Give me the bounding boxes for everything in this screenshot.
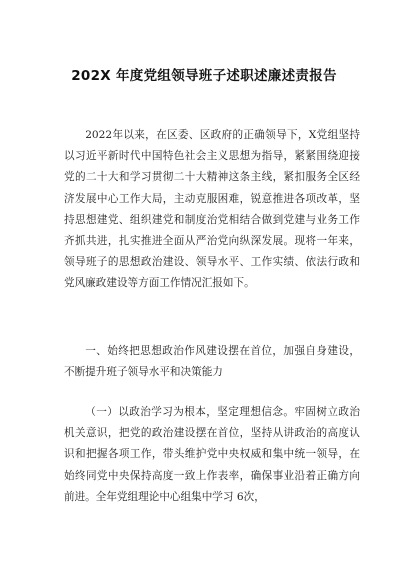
- document-title: 202X 年度党组领导班子述职述廉述责报告: [71, 68, 337, 84]
- section-heading: 一、始终把思想政治作风建设摆在首位，加强自身建设，不断提升班子领导水平和决策能力: [64, 345, 360, 379]
- subsection-paragraph: （一）以政治学习为根本，坚定理想信念。牢固树立政治机关意识，把党的政治建设摆在首位，坚持从讲政治的高度认识和把握各项工作，带头维护党中央权威和集中统一领导，在始终同党中央保持高度一致上作表率，确保事业沿着正确方向前进。全年党组理论中心组集中学习 6次，: [64, 406, 360, 503]
- intro-paragraph: 2022年以来，在区委、区政府的正确领导下，X党组坚持以习近平新时代中国特色社会主义思想为指导，紧紧围绕迎接党的二十大和学习贯彻二十大精神这条主线，紧扣服务全区经济发展中心工作大局，主动克服困难，锐意推进各项改革，坚持思想建党、组织建党和制度治党相结合做到党建与业务工作齐抓共进，扎实推进全面从严治党向纵深发展。现将一年来，领导班子的思想政治建设、领导水平、工作实绩、依法行政和党风廉政建设等方面工作情况汇报如下。: [64, 129, 360, 290]
